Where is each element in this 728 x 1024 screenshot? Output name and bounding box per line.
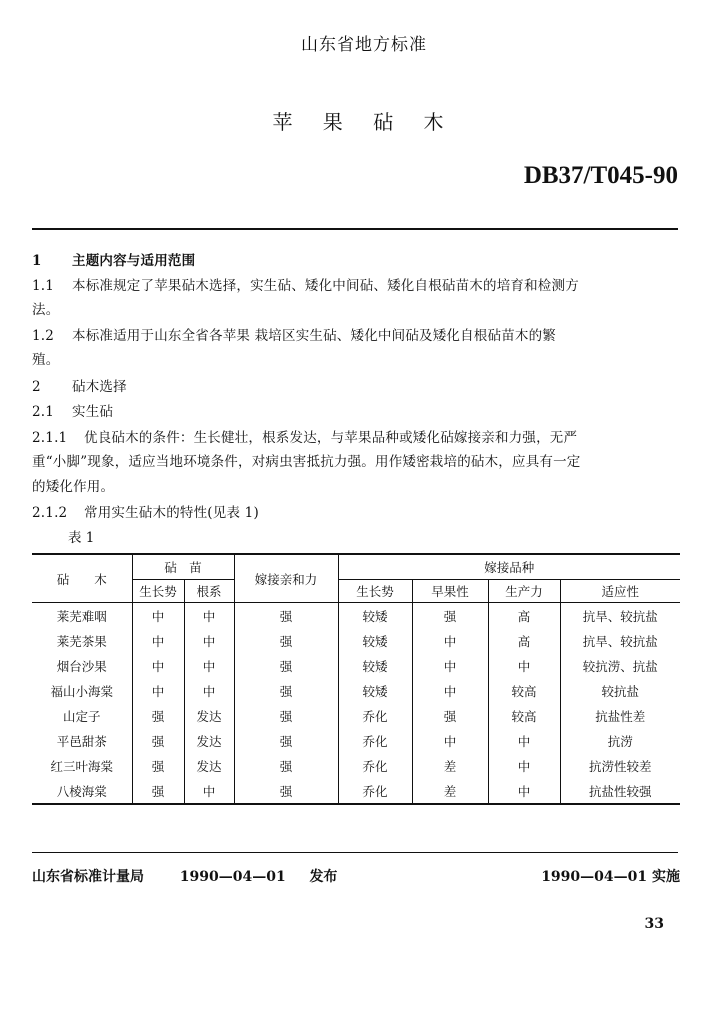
issue-label: 发布 (309, 869, 338, 885)
cell-affinity: 强 (234, 678, 338, 703)
header-seedling-group: 砧 苗 (132, 554, 234, 580)
body-line (32, 350, 680, 370)
clause-number: 2.1.2 (32, 505, 68, 521)
cell-affinity: 强 (234, 703, 338, 728)
cell-root: 中 (184, 653, 234, 678)
cell-rootstock: 莱芜难咽 (56, 608, 107, 624)
clause-text: 法。 (32, 302, 60, 318)
cell-rootstock: 山定子 (62, 708, 101, 724)
cell-growth: 强 (132, 753, 184, 778)
cell-root: 发达 (184, 703, 234, 728)
cell-adaptability: 较抗涝、抗盐 (560, 653, 680, 678)
header-growth: 生长势 (132, 580, 184, 603)
clause-number: 2.1 (32, 404, 55, 420)
table-caption: 表 1 (68, 530, 95, 546)
cell-rootstock: 八棱海棠 (32, 778, 132, 804)
cell-rootstock: 福山小海棠 (50, 683, 113, 699)
cell-yield: 高 (488, 603, 560, 629)
cell-growth: 中 (132, 603, 184, 629)
cell-growth: 中 (132, 678, 184, 703)
table-row (32, 778, 680, 804)
table-row (32, 628, 680, 653)
table-row (32, 678, 680, 703)
cell-yield: 高 (488, 628, 560, 653)
table-row (32, 703, 680, 728)
header-affinity: 嫁接亲和力 (234, 554, 338, 603)
cell-graft-growth: 乔化 (338, 728, 412, 753)
header-graft-group: 嫁接品种 (338, 554, 680, 580)
cell-yield: 中 (488, 778, 560, 804)
header-rootstock: 砧 木 (32, 554, 132, 603)
issuer: 山东省标准计量局 (32, 869, 144, 885)
cell-rootstock: 烟台沙果 (56, 658, 107, 674)
page-number: 33 (644, 916, 664, 932)
cell-graft-growth: 较矮 (338, 653, 412, 678)
cell-adaptability: 抗盐性较强 (560, 778, 680, 804)
cell-root: 发达 (184, 753, 234, 778)
cell-rootstock: 莱芜茶果 (56, 633, 107, 649)
implementation-date: 1990—04—01 (541, 869, 648, 885)
cell-adaptability: 抗盐性差 (560, 703, 680, 728)
cell-adaptability: 较抗盐 (560, 678, 680, 703)
clause-text: 常用实生砧木的特性(见表 1) (84, 505, 259, 521)
bottom-divider (32, 852, 678, 853)
header-organization: 山东省地方标准 (301, 35, 427, 55)
body-line (32, 503, 680, 523)
body-line (32, 377, 680, 397)
clause-text: 实生砧 (72, 404, 114, 420)
cell-graft-growth: 较矮 (338, 603, 412, 629)
standard-code: DB37/T045-90 (523, 162, 678, 189)
header-yield: 生产力 (488, 580, 560, 603)
clause-text: 主题内容与适用范围 (72, 253, 196, 269)
cell-adaptability: 抗旱、较抗盐 (560, 628, 680, 653)
body-line (32, 326, 680, 346)
clause-text: 砧木选择 (72, 379, 127, 395)
cell-root: 中 (184, 628, 234, 653)
cell-affinity: 强 (234, 728, 338, 753)
cell-graft-growth: 乔化 (338, 703, 412, 728)
cell-graft-growth: 较矮 (338, 678, 412, 703)
body-line (32, 402, 680, 422)
body-line (32, 428, 680, 448)
table-row (32, 753, 680, 778)
table-row (32, 653, 680, 678)
cell-growth: 中 (132, 653, 184, 678)
cell-yield: 中 (488, 753, 560, 778)
cell-graft-growth: 乔化 (338, 778, 412, 804)
cell-rootstock: 平邑甜茶 (56, 733, 107, 749)
body-line (32, 452, 680, 472)
header-adaptability: 适应性 (560, 580, 680, 603)
cell-root: 中 (184, 678, 234, 703)
clause-number: 2 (32, 379, 41, 395)
issue-date: 1990—04—01 (179, 869, 286, 885)
cell-growth: 中 (132, 628, 184, 653)
clause-text: 本标准规定了苹果砧木选择，实生砧、矮化中间砧、矮化自根砧苗木的培育和检测方 (72, 278, 579, 294)
clause-text: 殖。 (32, 352, 60, 368)
clause-text: 本标准适用于山东全省各苹果 栽培区实生砧、矮化中间砧及矮化自根砧苗木的繁 (72, 328, 556, 344)
body-line (32, 477, 680, 497)
cell-early-fruiting: 中 (412, 678, 488, 703)
header-early-fruiting: 早果性 (412, 580, 488, 603)
cell-early-fruiting: 中 (412, 653, 488, 678)
cell-graft-growth: 较矮 (338, 628, 412, 653)
cell-growth: 强 (132, 703, 184, 728)
cell-rootstock: 红三叶海棠 (50, 758, 113, 774)
clause-number: 1.2 (32, 328, 55, 344)
rootstock-table (32, 553, 680, 805)
cell-yield: 中 (488, 728, 560, 753)
body-line (32, 276, 680, 296)
clause-number: 1.1 (32, 278, 55, 294)
cell-early-fruiting: 差 (412, 753, 488, 778)
clause-text: 的矮化作用。 (32, 479, 115, 495)
cell-affinity: 强 (234, 653, 338, 678)
header-graft-growth: 生长势 (338, 580, 412, 603)
clause-text: 优良砧木的条件：生长健壮，根系发达，与苹果品种或矮化砧嫁接亲和力强，无严 (84, 430, 578, 446)
cell-growth: 强 (132, 728, 184, 753)
issue-info (32, 866, 337, 886)
cell-yield: 中 (488, 653, 560, 678)
cell-root: 中 (184, 603, 234, 629)
implementation-label: 实施 (652, 869, 680, 885)
cell-early-fruiting: 强 (412, 703, 488, 728)
cell-yield: 较高 (488, 703, 560, 728)
cell-affinity: 强 (234, 603, 338, 629)
table-row (32, 728, 680, 753)
cell-graft-growth: 乔化 (338, 753, 412, 778)
table-row (32, 603, 680, 629)
body-line (32, 300, 680, 320)
cell-affinity: 强 (234, 753, 338, 778)
cell-yield: 较高 (488, 678, 560, 703)
document-title: 苹 果 砧 木 (272, 110, 456, 134)
clause-text: 重“小脚”现象，适应当地环境条件，对病虫害抵抗力强。用作矮密栽培的砧木，应具有一定 (32, 454, 581, 470)
cell-adaptability: 抗旱、较抗盐 (560, 603, 680, 629)
cell-early-fruiting: 强 (412, 603, 488, 629)
clause-number: 2.1.1 (32, 430, 68, 446)
header-root: 根系 (184, 580, 234, 603)
cell-adaptability: 抗涝性较差 (560, 753, 680, 778)
cell-root: 中 (184, 778, 234, 804)
cell-growth: 强 (132, 778, 184, 804)
cell-early-fruiting: 中 (412, 628, 488, 653)
top-divider (32, 228, 678, 230)
cell-early-fruiting: 中 (412, 728, 488, 753)
clause-number: 1 (32, 253, 42, 269)
implementation-info (541, 866, 680, 886)
cell-root: 发达 (184, 728, 234, 753)
cell-affinity: 强 (234, 778, 338, 804)
cell-affinity: 强 (234, 628, 338, 653)
cell-adaptability: 抗涝 (560, 728, 680, 753)
cell-early-fruiting: 差 (412, 778, 488, 804)
body-line (32, 251, 680, 271)
